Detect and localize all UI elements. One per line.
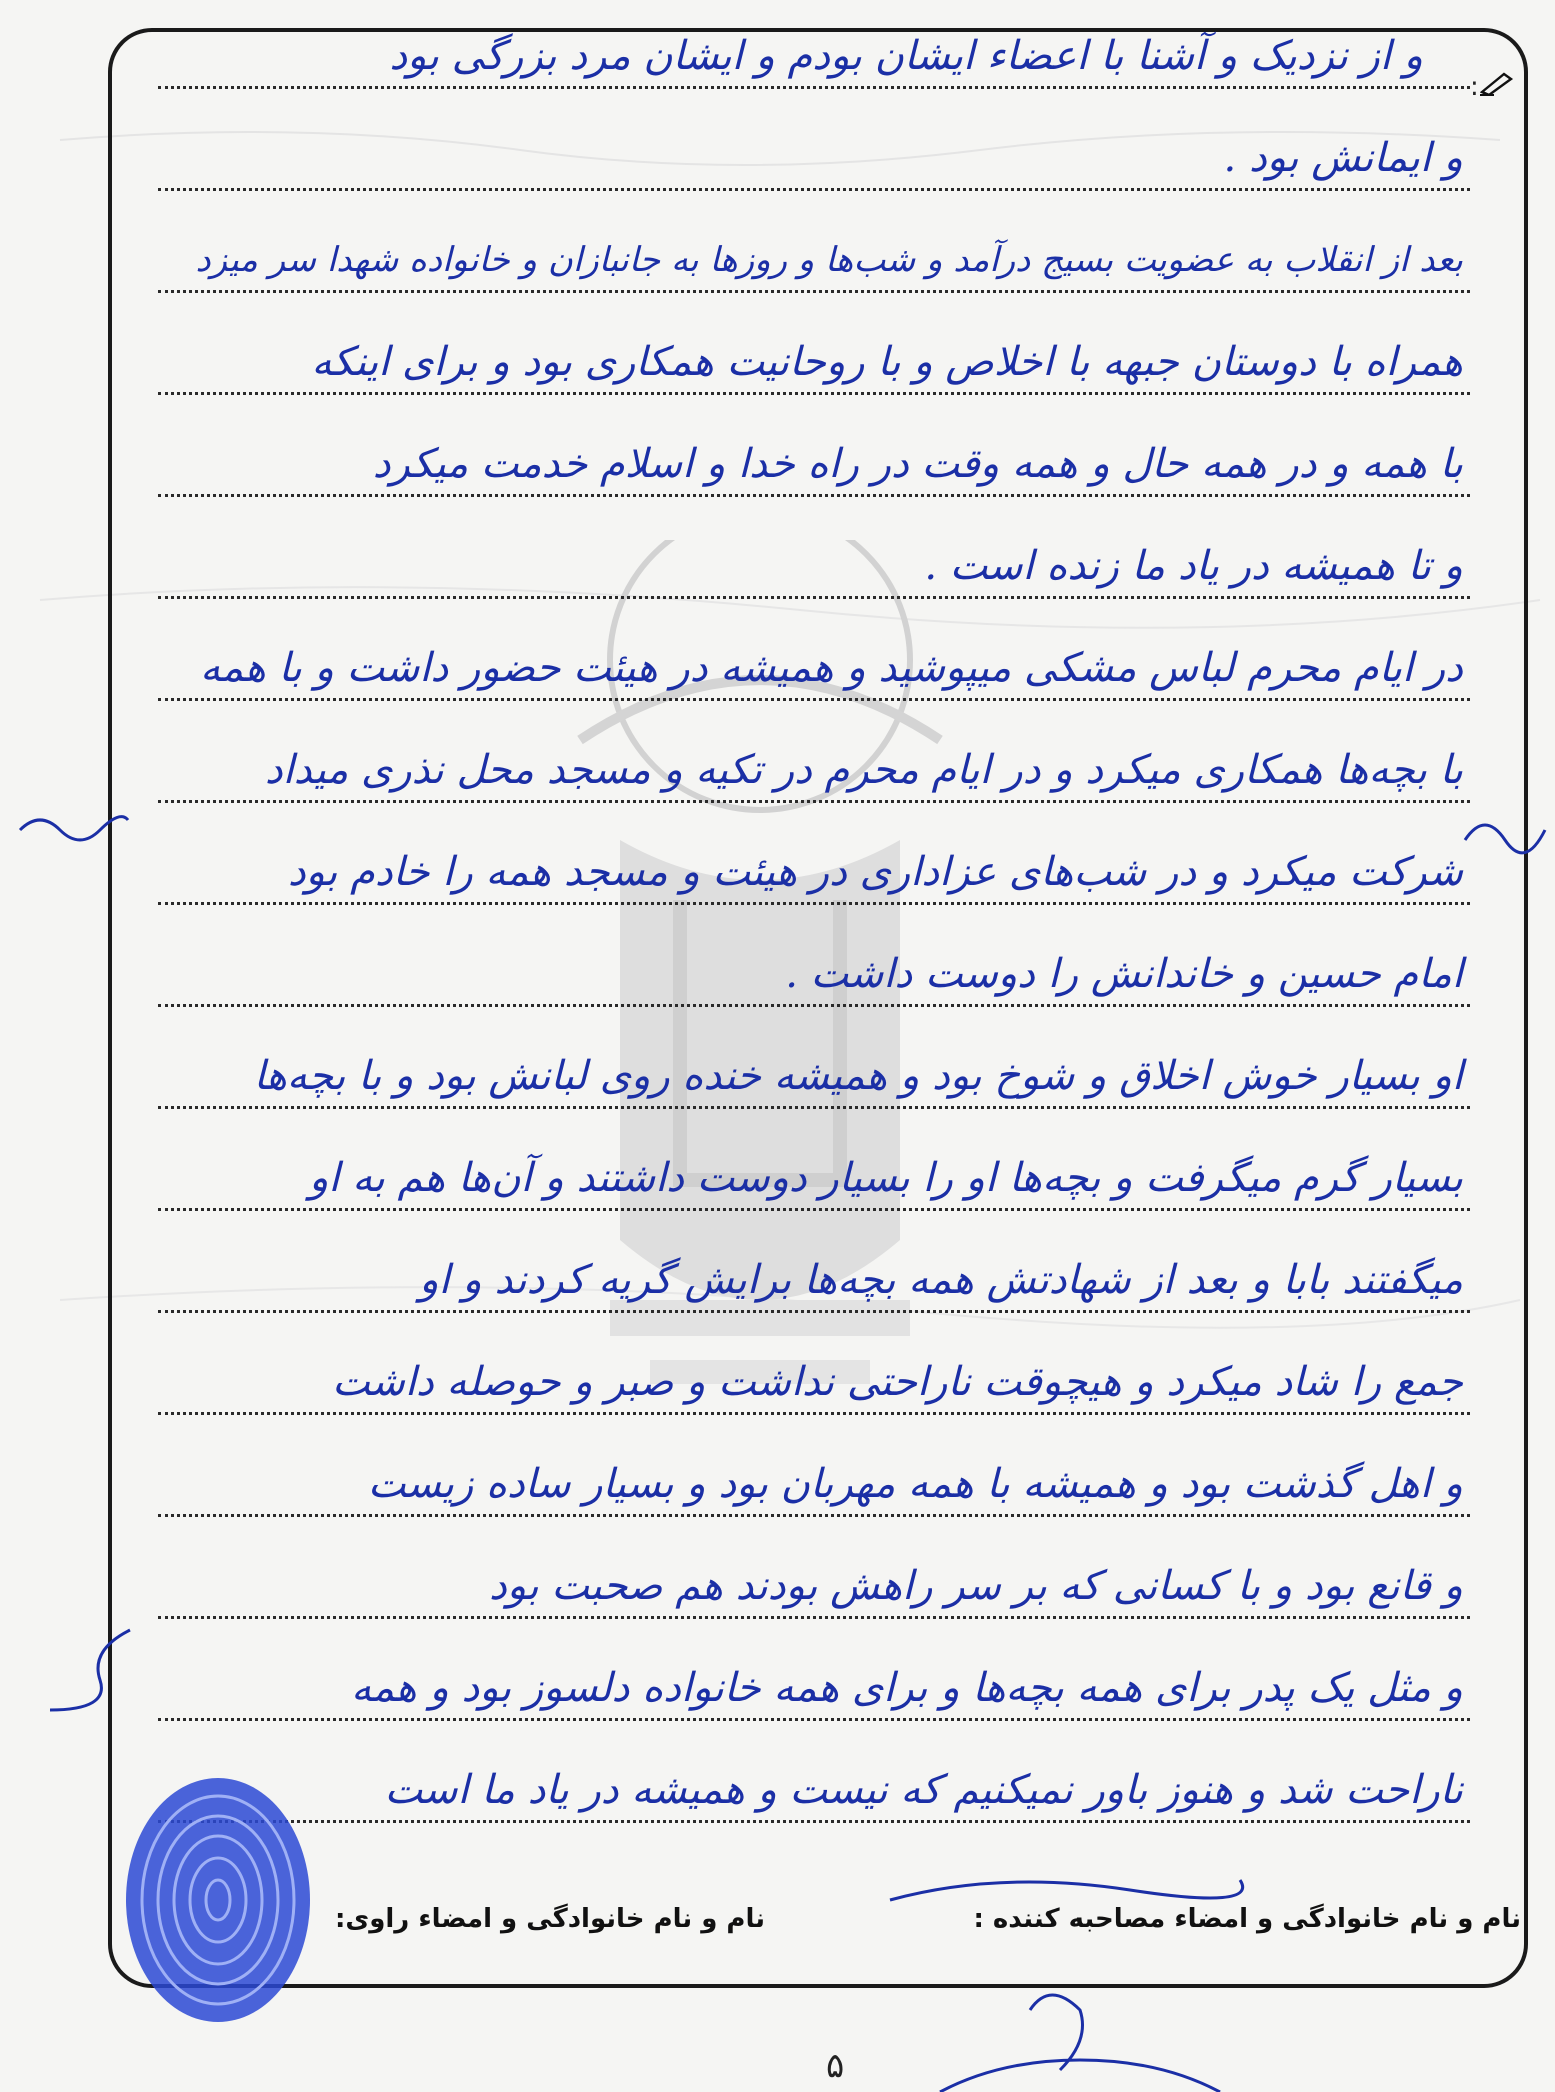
handwritten-line: با همه و در همه حال و همه وقت در راه خدا و اسلام خدمت میکرد — [372, 441, 1463, 487]
handwritten-line: او بسیار خوش اخلاق و شوخ بود و همیشه خنده روی لبانش بود و با بچه‌ها — [253, 1053, 1463, 1099]
ruled-line — [158, 1208, 1470, 1211]
ruled-line — [158, 596, 1470, 599]
pen-writing-icon — [1480, 70, 1514, 96]
handwritten-line: جمع را شاد میکرد و هیچوقت ناراحتی نداشت و صبر و حوصله داشت — [332, 1359, 1463, 1405]
ruled-line — [158, 1820, 1470, 1823]
ruled-line — [158, 1718, 1470, 1721]
ruled-line — [158, 1412, 1470, 1415]
handwritten-line: و از نزدیک و آشنا با اعضاء ایشان بودم و ایشان مرد بزرگی بود — [389, 33, 1423, 79]
handwritten-line: ناراحت شد و هنوز باور نمیکنیم که نیست و همیشه در یاد ما است — [384, 1767, 1463, 1813]
narrator-signature-label: نام و نام خانوادگی و امضاء راوی: — [335, 1904, 765, 1934]
ruled-line — [158, 1616, 1470, 1619]
handwritten-line: در ایام محرم لباس مشکی میپوشید و همیشه در هیئت حضور داشت و با همه — [200, 645, 1463, 691]
ruled-line — [158, 800, 1470, 803]
ruled-line — [158, 494, 1470, 497]
interviewer-signature-label: نام و نام خانوادگی و امضاء مصاحبه کننده : — [973, 1904, 1521, 1934]
handwritten-line: همراه با دوستان جبهه با اخلاص و با روحانیت همکاری بود و برای اینکه — [311, 339, 1463, 385]
handwritten-line: با بچه‌ها همکاری میکرد و در ایام محرم در تکیه و مسجد محل نذری میداد — [264, 747, 1463, 793]
ruled-line — [158, 290, 1470, 293]
handwritten-line: و تا همیشه در یاد ما زنده است . — [924, 543, 1463, 589]
pen-colon: : — [1470, 72, 1479, 102]
handwritten-line: میگفتند بابا و بعد از شهادتش همه بچه‌ها برایش گریه کردند و او — [419, 1257, 1463, 1303]
margin-note-bottom-left — [30, 1610, 150, 1720]
ruled-line — [158, 698, 1470, 701]
handwritten-line: امام حسین و خاندانش را دوست داشت . — [785, 951, 1463, 997]
margin-note-right — [1460, 800, 1550, 870]
fingerprint-stamp — [118, 1770, 318, 2030]
ruled-line — [158, 1004, 1470, 1007]
ruled-line — [158, 1514, 1470, 1517]
ruled-line — [158, 392, 1470, 395]
handwritten-line: شرکت میکرد و در شب‌های عزاداری در هیئت و مسجد همه را خادم بود — [287, 849, 1463, 895]
margin-note-left — [10, 800, 130, 860]
handwritten-line: و ایمانش بود . — [1223, 135, 1463, 181]
ruled-line — [158, 86, 1470, 89]
page-number: ۵ — [826, 2046, 845, 2086]
handwritten-line: و مثل یک پدر برای همه بچه‌ها و برای همه خانواده دلسوز بود و همه — [351, 1665, 1463, 1711]
handwritten-line: بعد از انقلاب به عضویت بسیج درآمد و شب‌ها و روزها به جانبازان و خانواده شهدا سر میزد — [195, 240, 1463, 280]
ruled-line — [158, 1310, 1470, 1313]
handwritten-line: و قانع بود و با کسانی که بر سر راهش بودند هم صحبت بود — [489, 1563, 1463, 1609]
ruled-line — [158, 188, 1470, 191]
ruled-line — [158, 902, 1470, 905]
ruled-line — [158, 1106, 1470, 1109]
handwritten-line: بسیار گرم میگرفت و بچه‌ها او را بسیار دوست داشتند و آن‌ها هم به او — [309, 1155, 1463, 1201]
handwritten-line: و اهل گذشت بود و همیشه با همه مهربان بود و بسیار ساده زیست — [367, 1461, 1463, 1507]
interviewer-signature — [880, 1860, 1260, 2092]
